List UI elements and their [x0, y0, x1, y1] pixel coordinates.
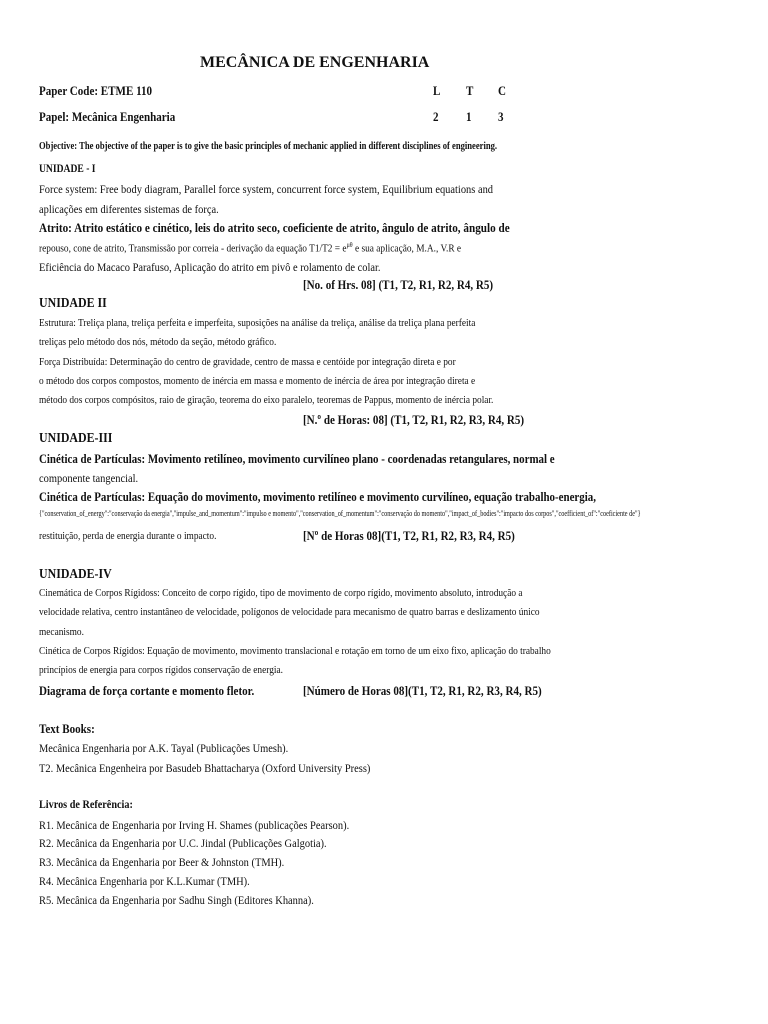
reference-item: R4. Mecânica Engenharia por K.L.Kumar (TMH).: [39, 874, 250, 888]
unit4-hours: [Número de Horas 08](T1, T2, R1, R2, R3, R4, R5): [303, 683, 542, 698]
unit1-heading: UNIDADE - I: [39, 161, 96, 175]
unit1-hours: [No. of Hrs. 08] (T1, T2, R1, R2, R4, R5): [303, 277, 494, 292]
unit4-line3: mecanismo.: [39, 626, 84, 638]
unit1-line5: Eficiência do Macaco Parafuso, Aplicação do atrito em pivô e rolamento de colar.: [39, 260, 381, 274]
objective: Objective: The objective of the paper is to give the basic principles of mechanic applied in different disciplines of engineering.: [39, 140, 498, 152]
unit2-line5: método dos corpos compósitos, raio de giração, teorema do eixo paralelo, teoremas de Pappus, momento de inércia polar.: [39, 394, 494, 406]
references-heading: Livros de Referência:: [39, 797, 133, 811]
unit1-line1: Force system: Free body diagram, Parallel force system, concurrent force system, Equilibrium equations and: [39, 182, 494, 196]
unit3-line5: restituição, perda de energia durante o impacto.: [39, 530, 217, 542]
unit4-line1: Cinemática de Corpos Rígidoss: Conceito de corpo rígido, tipo de movimento de corpo rígido, movimento absoluto, introdução a: [39, 587, 523, 599]
unit4-line5: princípios de energia para corpos rígidos conservação de energia.: [39, 664, 283, 676]
page-title: MECÂNICA DE ENGENHARIA: [200, 54, 430, 71]
unit2-line3: Força Distribuída: Determinação do centro de gravidade, centro de massa e centóide por integração direta e por: [39, 356, 456, 368]
unit3-hours: [Nº de Horas 08](T1, T2, R1, R2, R3, R4, R5): [303, 528, 515, 543]
unit4-line2: velocidade relativa, centro instantâneo de velocidade, polígonos de velocidade para mecanismo de quatro barras e deslizamento único: [39, 606, 540, 618]
textbook-item: T2. Mecânica Engenheira por Basudeb Bhattacharya (Oxford University Press): [39, 761, 371, 775]
unit1-line2: aplicações em diferentes sistemas de força.: [39, 202, 219, 216]
unit3-line1: Cinética de Partículas: Movimento retilíneo, movimento curvilíneo plano - coordenadas retangulares, normal e: [39, 451, 555, 466]
unit2-line4: o método dos corpos compostos, momento de inércia em massa e momento de inércia de área por integração direta e: [39, 375, 476, 387]
ltc-value-l: 2: [433, 109, 439, 124]
unit2-line1: Estrutura: Treliça plana, treliça perfeita e imperfeita, suposições na análise da treliça, análise da treliça plana perfeita: [39, 317, 476, 329]
unit3-line4: {"conservation_of_energy":"conservação da energia","impulse_and_momentum":"impulso e momento","conservation_of_momentum":"conservação do momento","impact_of_bodies":"impacto dos corpos","coefficient_of":"coeficiente de"}: [39, 509, 641, 518]
paper-code: Paper Code: ETME 110: [39, 83, 153, 98]
paper-name: Papel: Mecânica Engenharia: [39, 109, 176, 124]
ltc-label-c: C: [498, 83, 506, 98]
unit1-line3: Atrito: Atrito estático e cinético, leis do atrito seco, coeficiente de atrito, ângulo de atrito, ângulo de: [39, 220, 510, 235]
ltc-label-t: T: [466, 83, 474, 98]
unit2-line2: treliças pelo método dos nós, método da seção, método gráfico.: [39, 336, 277, 348]
reference-item: R5. Mecânica da Engenharia por Sadhu Singh (Editores Khanna).: [39, 893, 314, 907]
reference-item: R3. Mecânica da Engenharia por Beer & Johnston (TMH).: [39, 855, 285, 869]
unit4-heading: UNIDADE-IV: [39, 567, 112, 582]
unit2-hours: [N.º de Horas: 08] (T1, T2, R1, R2, R3, R4, R5): [303, 412, 525, 427]
unit1-line4: repouso, cone de atrito, Transmissão por correia - derivação da equação $T1/T2 = e^{\mu\theta}$ e sua aplicação, M.A., V.R e: [39, 241, 462, 255]
unit4-line6: Diagrama de força cortante e momento fletor.: [39, 683, 255, 698]
ltc-value-c: 3: [498, 109, 504, 124]
reference-item: R1. Mecânica de Engenharia por Irving H. Shames (publicações Pearson).: [39, 818, 350, 832]
reference-item: R2. Mecânica da Engenharia por U.C. Jindal (Publicações Galgotia).: [39, 836, 327, 850]
unit3-heading: UNIDADE-III: [39, 431, 113, 446]
unit2-heading: UNIDADE II: [39, 296, 107, 311]
ltc-value-t: 1: [466, 109, 472, 124]
unit3-line2: componente tangencial.: [39, 471, 139, 485]
textbook-item: Mecânica Engenharia por A.K. Tayal (Publicações Umesh).: [39, 741, 289, 755]
unit4-line4: Cinética de Corpos Rígidos: Equação de movimento, movimento translacional e rotação em torno de um eixo fixo, aplicação do trabalho: [39, 645, 551, 657]
textbooks-heading: Text Books:: [39, 721, 95, 736]
ltc-label-l: L: [433, 83, 441, 98]
unit3-line3: Cinética de Partículas: Equação do movimento, movimento retilíneo e movimento curvilíneo, equação trabalho-energia,: [39, 489, 596, 504]
